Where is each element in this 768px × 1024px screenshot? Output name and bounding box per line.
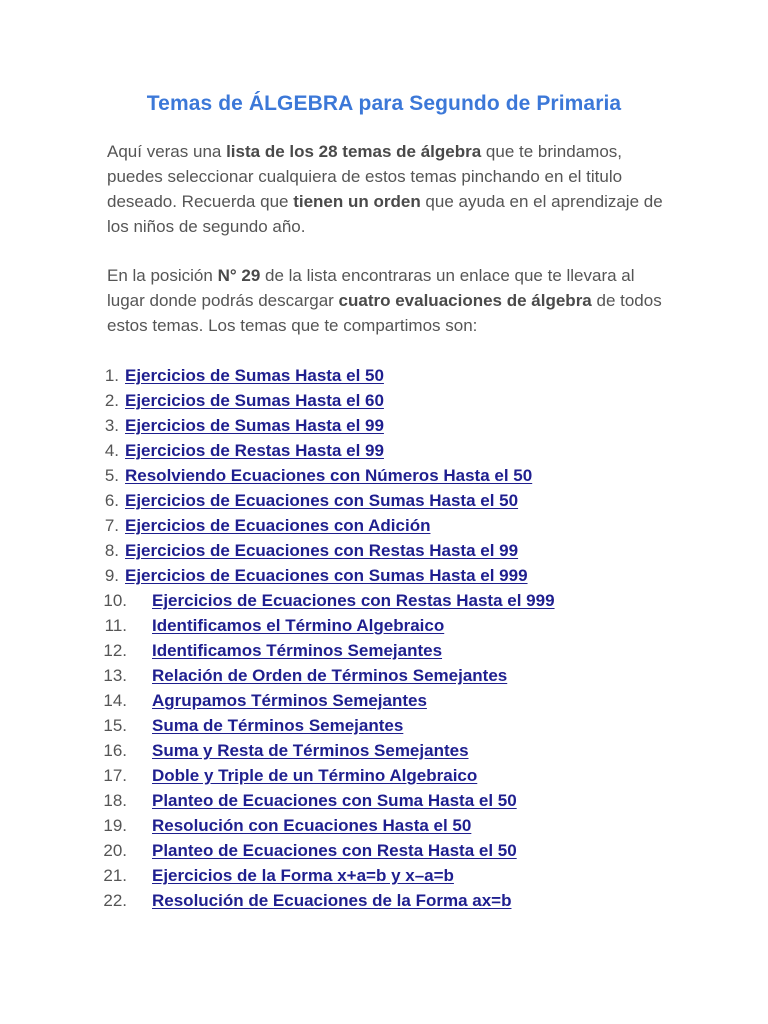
intro1-text-3: que ayuda en el aprendizaje de los niños de segundo año. xyxy=(107,192,663,236)
list-item-number: 7. xyxy=(104,516,119,535)
list-item-number: 9. xyxy=(104,566,119,585)
intro2-text-2: de la lista encontraras un enlace que te llevara al lugar donde podrás descargar xyxy=(107,266,635,310)
page-title: Temas de ÁLGEBRA para Segundo de Primaria xyxy=(146,92,622,115)
topic-link[interactable]: Ejercicios de Sumas Hasta el 50 xyxy=(125,366,384,385)
list-item-number: 11. xyxy=(104,616,127,635)
intro2-bold-2: cuatro evaluaciones de álgebra xyxy=(338,291,592,310)
list-item-number: 22. xyxy=(103,891,127,910)
topic-link[interactable]: Identificamos el Término Algebraico xyxy=(152,616,445,635)
list-item-number: 6. xyxy=(104,491,119,510)
topic-link[interactable]: Ejercicios de Sumas Hasta el 60 xyxy=(125,391,384,410)
list-item-number: 12. xyxy=(103,641,127,660)
topic-link[interactable]: Doble y Triple de un Término Algebraico xyxy=(152,766,478,785)
topic-link[interactable]: Ejercicios de la Forma x+a=b y x–a=b xyxy=(152,866,454,885)
list-item-number: 19. xyxy=(103,816,127,835)
topic-link[interactable]: Suma de Términos Semejantes xyxy=(152,716,404,735)
topic-link[interactable]: Ejercicios de Ecuaciones con Sumas Hasta el 50 xyxy=(125,491,519,510)
intro1-text-2: que te brindamos, puedes seleccionar cualquiera de estos temas pinchando en el titulo deseado. Recuerda que xyxy=(107,142,623,211)
topic-link[interactable]: Relación de Orden de Términos Semejantes xyxy=(152,666,508,685)
intro1-bold-2: tienen un orden xyxy=(293,192,421,211)
topic-link[interactable]: Planteo de Ecuaciones con Resta Hasta el 50 xyxy=(152,841,517,860)
list-item-number: 13. xyxy=(103,666,127,685)
topic-link[interactable]: Ejercicios de Restas Hasta el 99 xyxy=(125,441,384,460)
topic-link[interactable]: Ejercicios de Ecuaciones con Sumas Hasta el 999 xyxy=(125,566,528,585)
topic-link[interactable]: Identificamos Términos Semejantes xyxy=(152,641,443,660)
intro1-bold-1: lista de los 28 temas de álgebra xyxy=(226,142,482,161)
topic-link[interactable]: Resolviendo Ecuaciones con Números Hasta el 50 xyxy=(125,466,533,485)
list-item-number: 20. xyxy=(103,841,127,860)
list-item-number: 15. xyxy=(103,716,127,735)
topic-link[interactable]: Ejercicios de Ecuaciones con Restas Hasta el 99 xyxy=(125,541,519,560)
list-item-number: 4. xyxy=(104,441,119,460)
topic-link[interactable]: Ejercicios de Ecuaciones con Adición xyxy=(125,516,431,535)
intro-paragraph-2 xyxy=(107,263,667,338)
topic-link[interactable]: Planteo de Ecuaciones con Suma Hasta el 50 xyxy=(152,791,517,810)
list-item-number: 16. xyxy=(103,741,127,760)
intro1-text-1: Aquí veras una xyxy=(107,142,227,161)
list-item-number: 8. xyxy=(104,541,119,560)
list-item-number: 18. xyxy=(103,791,127,810)
intro2-text-3: de todos estos temas. Los temas que te compartimos son: xyxy=(107,291,662,335)
intro2-text-1: En la posición xyxy=(107,266,218,285)
list-item-number: 21. xyxy=(103,866,127,885)
intro-paragraph-1 xyxy=(107,139,667,239)
topic-link[interactable]: Resolución con Ecuaciones Hasta el 50 xyxy=(152,816,472,835)
intro2-bold-1: N° 29 xyxy=(217,266,261,285)
list-item-number: 5. xyxy=(104,466,119,485)
list-item-number: 17. xyxy=(103,766,127,785)
topic-link[interactable]: Agrupamos Términos Semejantes xyxy=(152,691,427,710)
topic-link[interactable]: Ejercicios de Ecuaciones con Restas Hasta el 999 xyxy=(152,591,555,610)
topic-link[interactable]: Suma y Resta de Términos Semejantes xyxy=(152,741,469,760)
list-item-number: 10. xyxy=(103,591,127,610)
list-item-number: 2. xyxy=(104,391,119,410)
list-item-number: 14. xyxy=(103,691,127,710)
topic-link[interactable]: Ejercicios de Sumas Hasta el 99 xyxy=(125,416,384,435)
list-item-number: 3. xyxy=(104,416,119,435)
list-item-number: 1. xyxy=(104,366,119,385)
topic-link[interactable]: Resolución de Ecuaciones de la Forma ax=b xyxy=(152,891,512,910)
